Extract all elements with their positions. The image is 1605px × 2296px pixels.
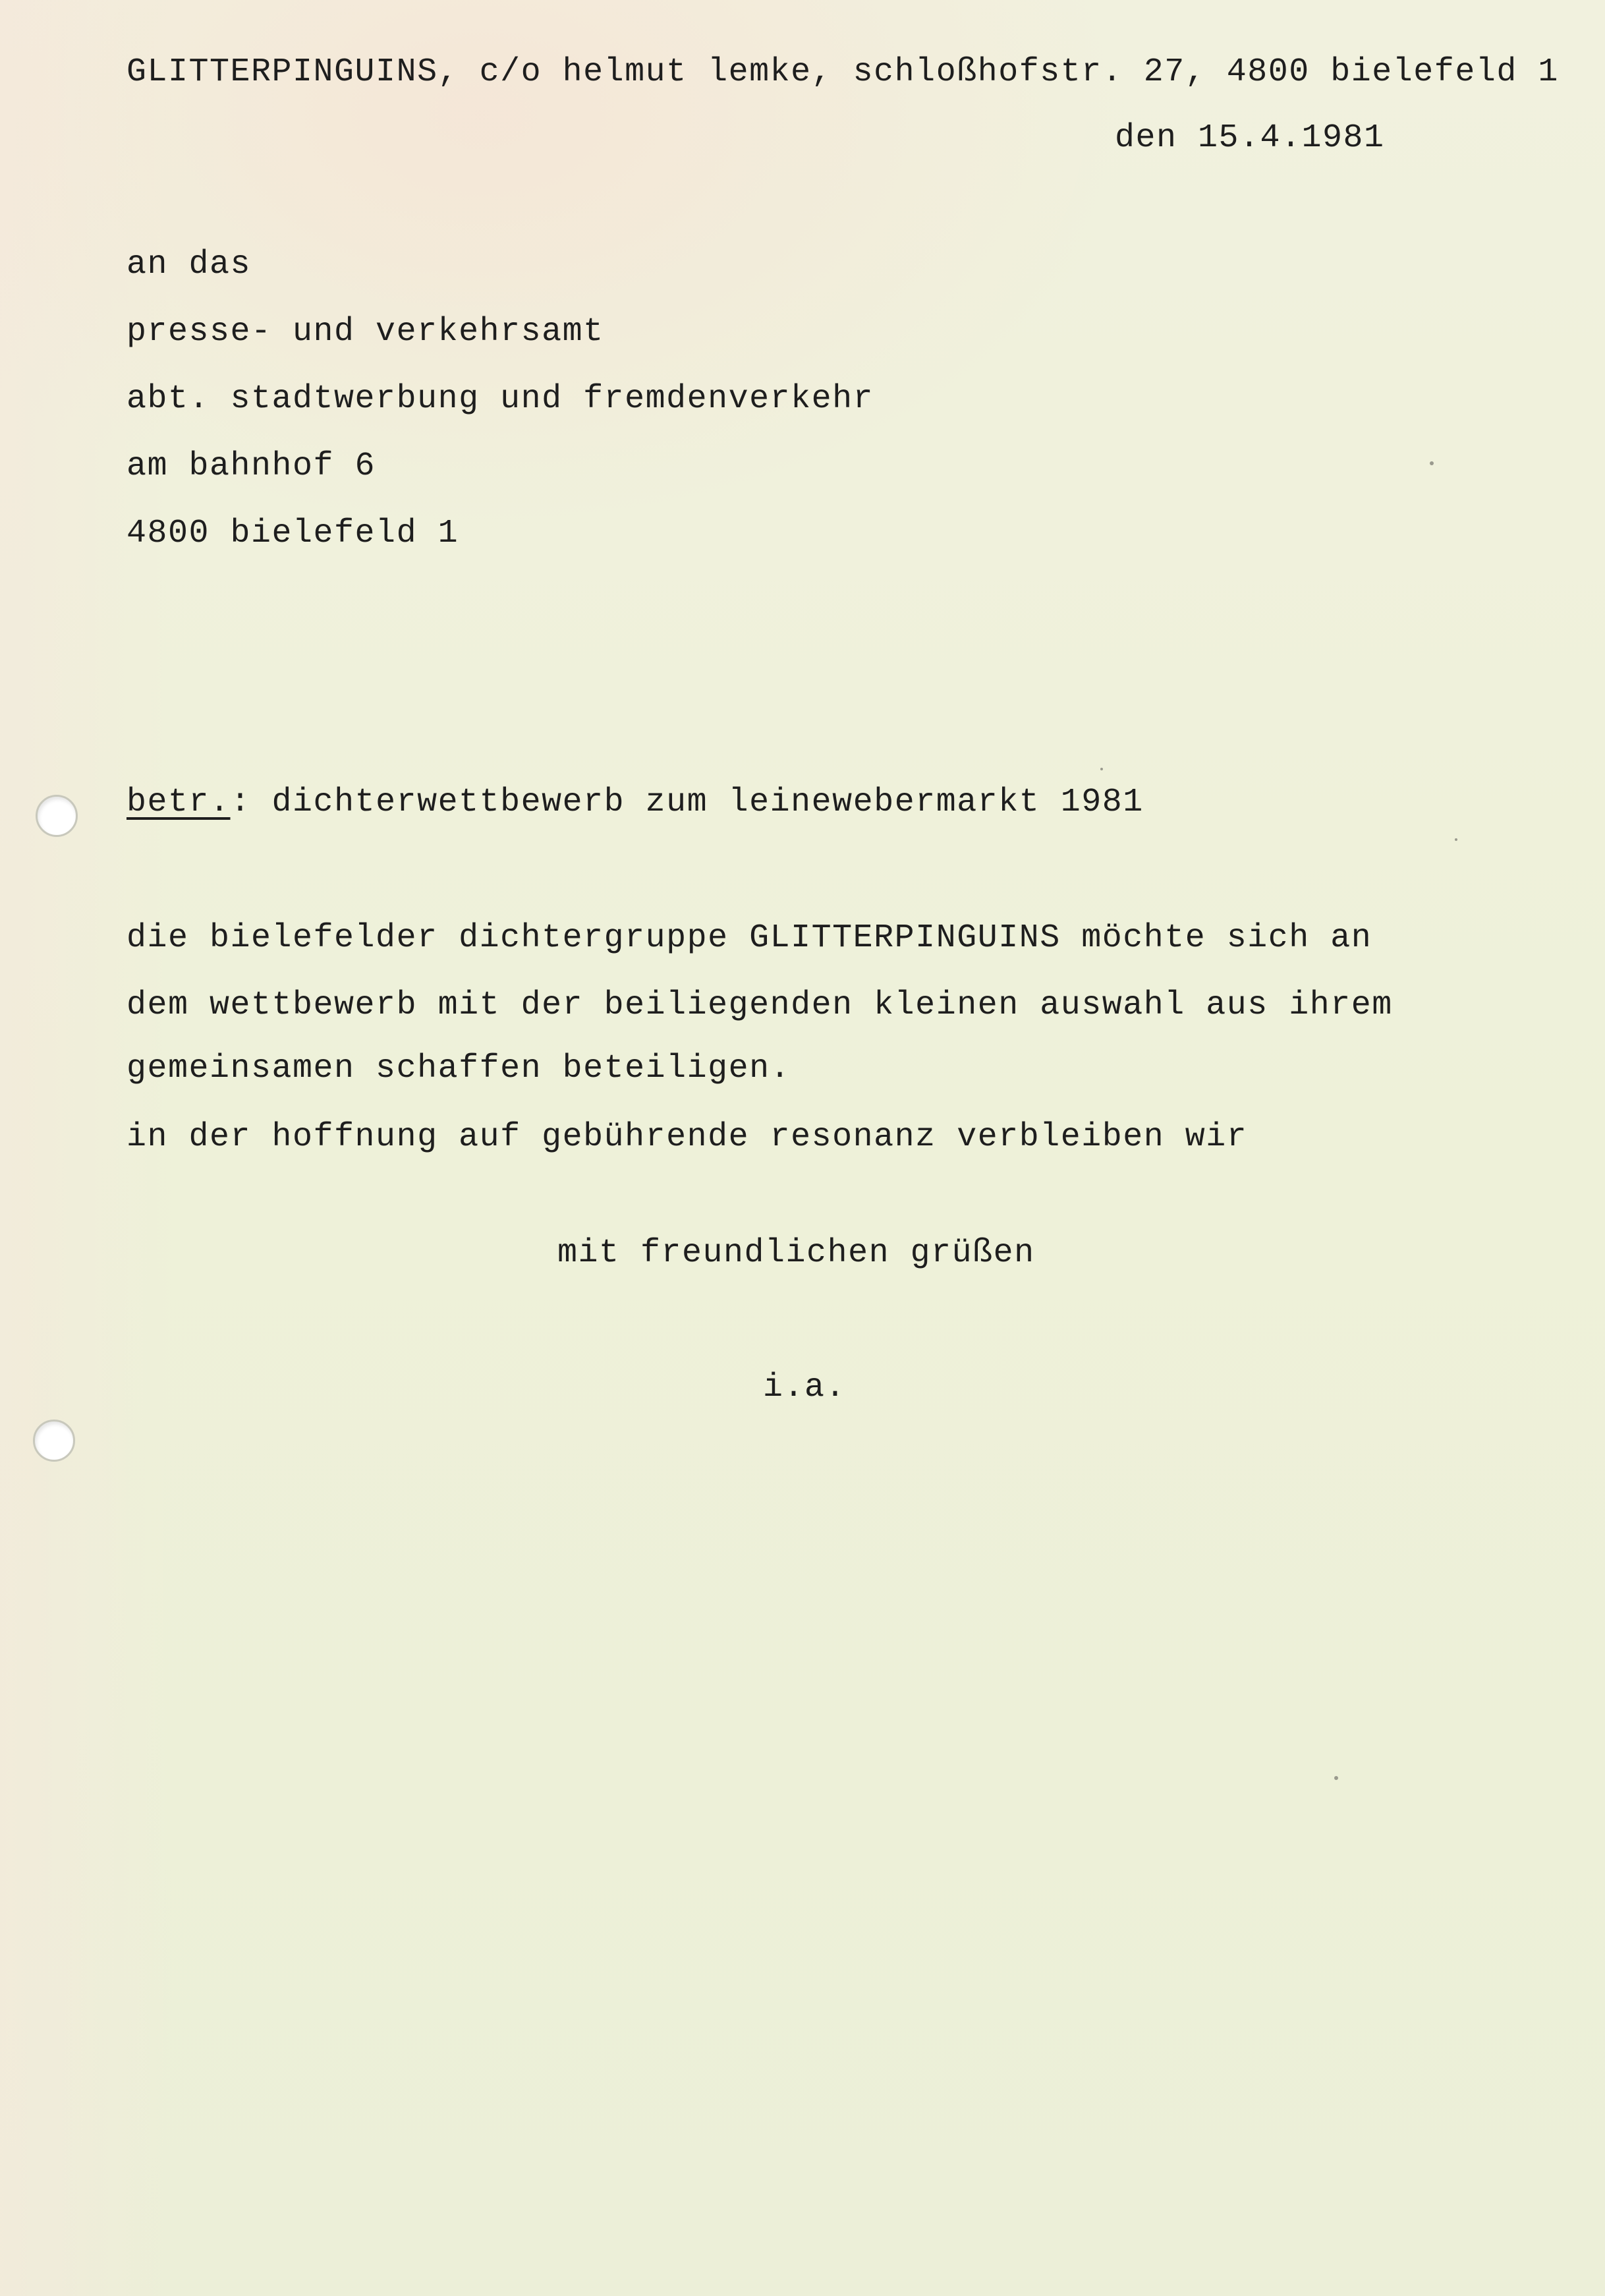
paper-speck (1334, 1776, 1338, 1780)
recipient-line-5: 4800 bielefeld 1 (127, 515, 459, 552)
punch-hole-bottom (33, 1420, 75, 1462)
subject-label: betr. (127, 784, 231, 821)
body-line-3: gemeinsamen schaffen beteiligen. (127, 1050, 791, 1087)
recipient-line-2: presse- und verkehrsamt (127, 313, 604, 351)
closing-greeting: mit freundlichen grüßen (557, 1234, 1035, 1272)
paper-speck (1430, 461, 1434, 465)
body-line-1: die bielefelder dichtergruppe GLITTERPINGUINS möchte sich an (127, 919, 1372, 957)
sender-letterhead: GLITTERPINGUINS, c/o helmut lemke, schloßhofstr. 27, 4800 bielefeld 1 (127, 53, 1559, 91)
body-line-4: in der hoffnung auf gebührende resonanz verbleiben wir (127, 1118, 1248, 1156)
recipient-line-1: an das (127, 246, 252, 283)
paper-speck (1455, 838, 1457, 841)
body-line-2: dem wettbewerb mit der beiliegenden kleinen auswahl aus ihrem (127, 987, 1393, 1024)
subject-line (127, 783, 1144, 822)
letter-date: den 15.4.1981 (1115, 119, 1385, 157)
recipient-line-3: abt. stadtwerbung und fremdenverkehr (127, 380, 874, 418)
recipient-line-4: am bahnhof 6 (127, 447, 376, 485)
punch-hole-top (36, 795, 78, 837)
subject-text: dichterwettbewerb zum leinewebermarkt 1981 (251, 784, 1144, 821)
signature-abbreviation: i.a. (763, 1369, 847, 1406)
subject-colon: : (230, 784, 252, 821)
paper-speck (1100, 768, 1103, 770)
